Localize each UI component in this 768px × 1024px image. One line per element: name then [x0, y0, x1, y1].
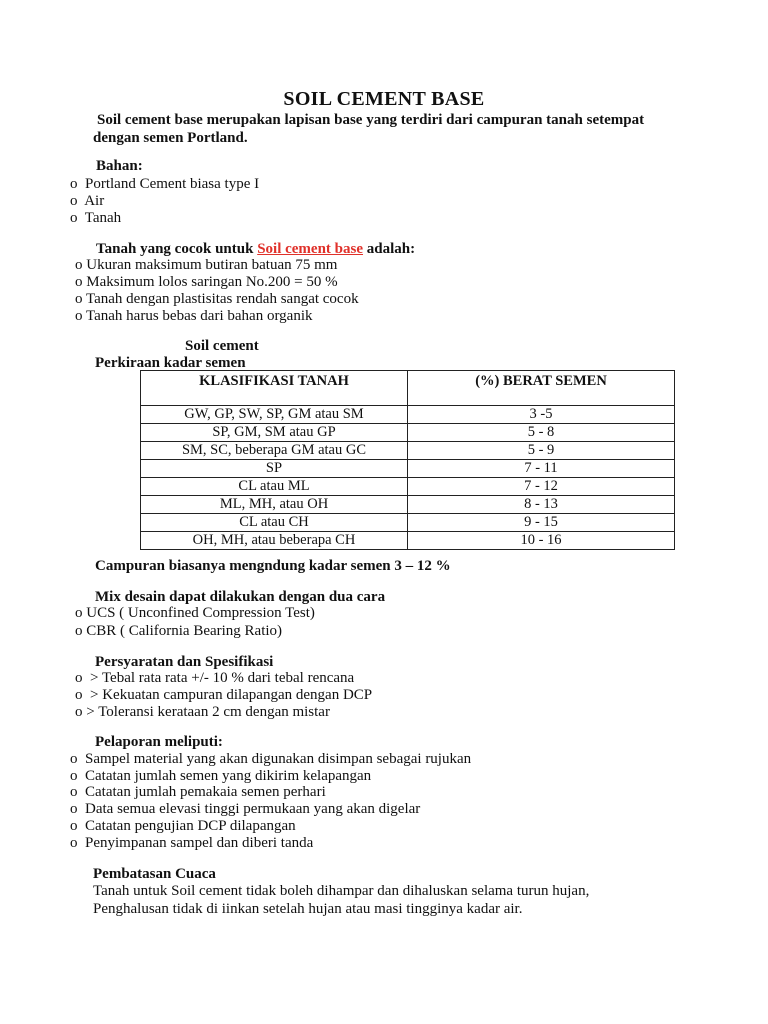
bahan-heading: Bahan: [96, 158, 143, 174]
table-cell: CL atau ML [141, 478, 408, 496]
persyaratan-item: o > Kekuatan campuran dilapangan dengan DCP [75, 687, 373, 703]
table-cell: 5 - 8 [408, 424, 675, 442]
mix-item: o CBR ( California Bearing Ratio) [75, 623, 283, 639]
tanah-cocok-item: o Tanah dengan plastisitas rendah sangat cocok [75, 291, 359, 307]
tanah-cocok-item: o Tanah harus bebas dari bahan organik [75, 308, 313, 324]
mix-heading: Mix desain dapat dilakukan dengan dua cara [95, 589, 386, 605]
pelaporan-item: o Sampel material yang akan digunakan disimpan sebagai rujukan [70, 751, 472, 767]
perkiraan-label: Perkiraan kadar semen [95, 355, 246, 371]
table-cell: 9 - 15 [408, 514, 675, 532]
table-cell: OH, MH, atau beberapa CH [141, 532, 408, 550]
soil-cement-label: Soil cement [185, 338, 259, 354]
mix-item: o UCS ( Unconfined Compression Test) [75, 605, 315, 621]
table-cell: SP [141, 460, 408, 478]
table-cell: 7 - 12 [408, 478, 675, 496]
intro-line-2: dengan semen Portland. [93, 130, 248, 146]
page-title: SOIL CEMENT BASE [283, 88, 485, 110]
table-header-cell: KLASIFIKASI TANAH [141, 371, 408, 406]
table-cell: 10 - 16 [408, 532, 675, 550]
table-row [141, 514, 675, 532]
table-row [141, 478, 675, 496]
cement-content-table [140, 370, 675, 550]
table-cell: GW, GP, SW, SP, GM atau SM [141, 406, 408, 424]
table-cell: CL atau CH [141, 514, 408, 532]
cuaca-line-2: Penghalusan tidak di iinkan setelah hujan atau masi tingginya kadar air. [93, 901, 523, 917]
table-row [141, 406, 675, 424]
table-cell: SM, SC, beberapa GM atau GC [141, 442, 408, 460]
bahan-item: o Portland Cement biasa type I [70, 176, 260, 192]
table-cell: 3 -5 [408, 406, 675, 424]
table-cell: 5 - 9 [408, 442, 675, 460]
soil-cement-base-link[interactable]: Soil cement base [257, 241, 364, 257]
bahan-item: o Tanah [70, 210, 122, 226]
persyaratan-item: o > Tebal rata rata +/- 10 % dari tebal rencana [75, 670, 355, 686]
persyaratan-item: o > Toleransi kerataan 2 cm dengan mistar [75, 704, 330, 720]
table-cell: ML, MH, atau OH [141, 496, 408, 514]
persyaratan-heading: Persyaratan dan Spesifikasi [95, 654, 274, 670]
table-row [141, 424, 675, 442]
table-cell: SP, GM, SM atau GP [141, 424, 408, 442]
pelaporan-item: o Catatan jumlah semen yang dikirim kelapangan [70, 768, 372, 784]
table-header-row [141, 371, 675, 406]
table-cell: 7 - 11 [408, 460, 675, 478]
table-cell: 8 - 13 [408, 496, 675, 514]
pelaporan-item: o Catatan pengujian DCP dilapangan [70, 818, 296, 834]
tanah-cocok-item: o Maksimum lolos saringan No.200 = 50 % [75, 274, 338, 290]
bahan-item: o Air [70, 193, 105, 209]
cuaca-heading: Pembatasan Cuaca [93, 866, 216, 882]
pelaporan-item: o Catatan jumlah pemakaia semen perhari [70, 784, 326, 800]
campuran-text: Campuran biasanya mengndung kadar semen 3 – 12 % [95, 558, 451, 574]
tanah-cocok-heading: Tanah yang cocok untuk Soil cement base adalah: [96, 241, 416, 257]
pelaporan-heading: Pelaporan meliputi: [95, 734, 223, 750]
table-row [141, 496, 675, 514]
pelaporan-item: o Data semua elevasi tinggi permukaan yang akan digelar [70, 801, 421, 817]
table-row [141, 442, 675, 460]
cuaca-line-1: Tanah untuk Soil cement tidak boleh dihampar dan dihaluskan selama turun hujan, [93, 883, 590, 899]
pelaporan-item: o Penyimpanan sampel dan diberi tanda [70, 835, 314, 851]
table-row [141, 532, 675, 550]
table-row [141, 460, 675, 478]
intro-line-1: Soil cement base merupakan lapisan base yang terdiri dari campuran tanah setempat [97, 112, 645, 128]
tanah-cocok-item: o Ukuran maksimum butiran batuan 75 mm [75, 257, 338, 273]
table-header-cell: (%) BERAT SEMEN [408, 371, 675, 406]
